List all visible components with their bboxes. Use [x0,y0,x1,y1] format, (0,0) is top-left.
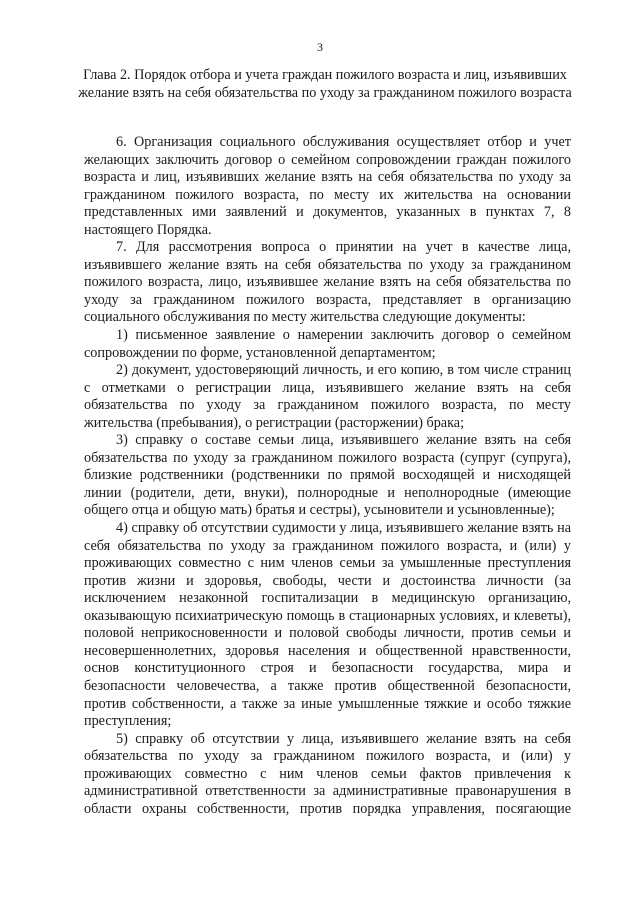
list-item-1: 1) письменное заявление о намерении заключить договор о семейном сопровождении по форме, установленной департаментом; [84,327,571,361]
chapter-title: Глава 2. Порядок отбора и учета граждан пожилого возраста и лиц, изъявивших желание взять на себя обязательства по уходу за гражданином пожилого возраста [78,67,572,101]
paragraph-6: 6. Организация социального обслуживания осуществляет отбор и учет желающих заключить договор о семейном сопровождении граждан пожилого возраста и лиц, изъявивших желание взять на себя обязательства по уходу за гражданином пожилого возраста, по месту их жительства на основании представленных ими заявлений и документов, указанных в пунктах 7, 8 настоящего Порядка. [84,134,571,238]
list-item-2: 2) документ, удостоверяющий личность, и его копию, в том числе страниц с отметками о регистрации лица, изъявившего желание взять на себя обязательства по уходу за гражданином пожилого возраста, по месту жительства (пребывания), о регистрации (расторжении) брака; [84,362,571,431]
list-item-4: 4) справку об отсутствии судимости у лица, изъявившего желание взять на себя обязательства по уходу за гражданином пожилого возраста, и (или) у проживающих совместно с ним членов семьи за умышленные преступления против жизни и здоровья, свободы, чести и достоинства личности (за исключением незаконной госпитализации в медицинскую организацию, оказывающую психиатрическую помощь в стационарных условиях, и клеветы), половой неприкосновенности и половой свободы личности, против семьи и несовершеннолетних, здоровья населения и общественной нравственности, основ конституционного строя и безопасности государства, мира и безопасности человечества, а также против общественной безопасности, против собственности, а также за иные умышленные тяжкие и особо тяжкие преступления; [84,520,571,730]
paragraph-7: 7. Для рассмотрения вопроса о принятии на учет в качестве лица, изъявившего желание взять на себя обязательства по уходу за гражданином пожилого возраста, лицо, изъявившее желание взять на себя обязательства по уходу за гражданином пожилого возраста, представляет в организацию социального обслуживания по месту жительства следующие документы: [84,239,571,326]
page-number: 3 [317,40,323,54]
list-item-5: 5) справку об отсутствии у лица, изъявившего желание взять на себя обязательства по уходу за гражданином пожилого возраста, и (или) у проживающих совместно с ним членов семьи фактов привлечения к административной ответственности за административные правонарушения в области охраны собственности, против порядка управления, посягающие [84,730,571,817]
list-item-3: 3) справку о составе семьи лица, изъявившего желание взять на себя обязательства по уходу за гражданином пожилого возраста (супруг (супруга), близкие родственники (родственники по прямой восходящей и нисходящей линии (родители, дети, внуки), полнородные и неполнородные (имеющие общего отца и общую мать) братья и сестры), усыновители и усыновленные); [84,432,571,519]
document-body [84,134,571,818]
